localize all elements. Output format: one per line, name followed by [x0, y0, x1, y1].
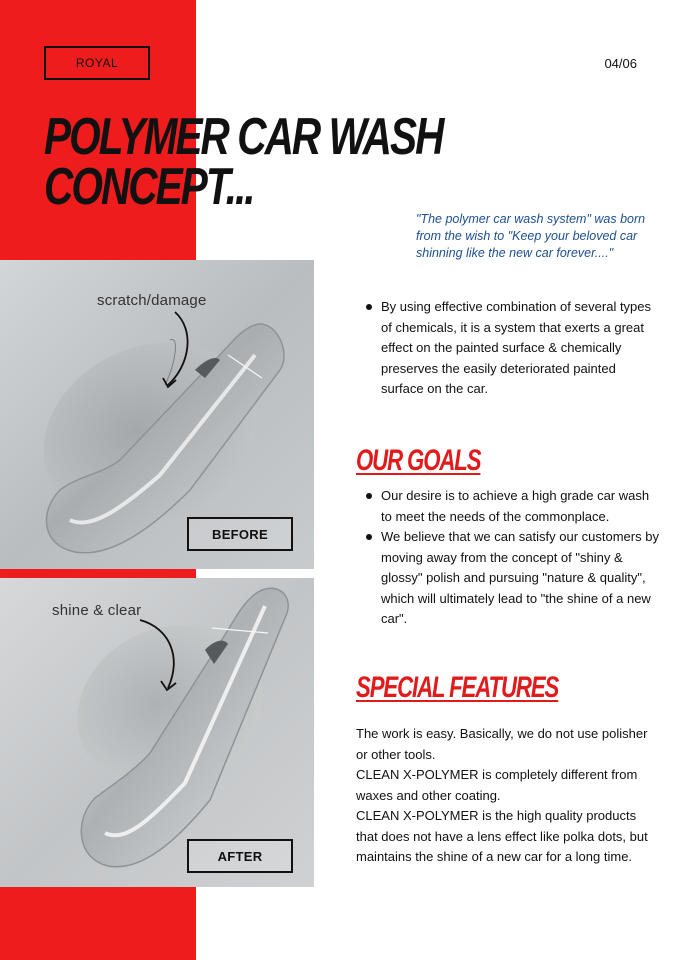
title-line1-rest: CAR WASH	[227, 108, 443, 166]
after-photo	[0, 578, 314, 887]
features-paragraph: CLEAN X-POLYMER is completely different from waxes and other coating.	[356, 767, 638, 803]
features-paragraph: The work is easy. Basically, we do not use polisher or other tools.	[356, 726, 648, 762]
list-item: We believe that we can satisfy our customers by moving away from the concept of "shiny & glossy" polish and pursuing "nature & quality", which will ultimately lead to "the shine of a new car".	[362, 527, 662, 630]
intro-quote: "The polymer car wash system" was born from the wish to "Keep your beloved car shinning like the new car forever...."	[416, 212, 646, 260]
before-photo	[0, 260, 314, 569]
page-number: 04/06	[604, 56, 637, 71]
intro-bullet-list	[362, 297, 662, 400]
features-heading: SPECIAL FEATURES	[356, 671, 559, 704]
brand-badge: ROYAL	[44, 46, 150, 80]
features-body	[356, 724, 656, 868]
after-annotation: shine & clear	[52, 602, 142, 619]
before-label: BEFORE	[187, 517, 293, 551]
page-title	[44, 108, 443, 216]
features-paragraph: CLEAN X-POLYMER is the high quality products that does not have a lens effect like polka dots, but maintains the shine of a new car for a long time.	[356, 808, 648, 864]
title-accent-word: POLYMER	[44, 108, 228, 166]
list-item: By using effective combination of several types of chemicals, it is a system that exerts a great effect on the painted surface & chemically preserves the easily deteriorated painted surface on the car.	[362, 297, 662, 400]
list-item: Our desire is to achieve a high grade car wash to meet the needs of the commonplace.	[362, 486, 662, 527]
title-line2: CONCEPT...	[44, 158, 254, 216]
after-label: AFTER	[187, 839, 293, 873]
before-annotation: scratch/damage	[97, 292, 207, 309]
goals-heading: OUR GOALS	[356, 444, 481, 477]
goals-bullet-list	[362, 486, 662, 630]
